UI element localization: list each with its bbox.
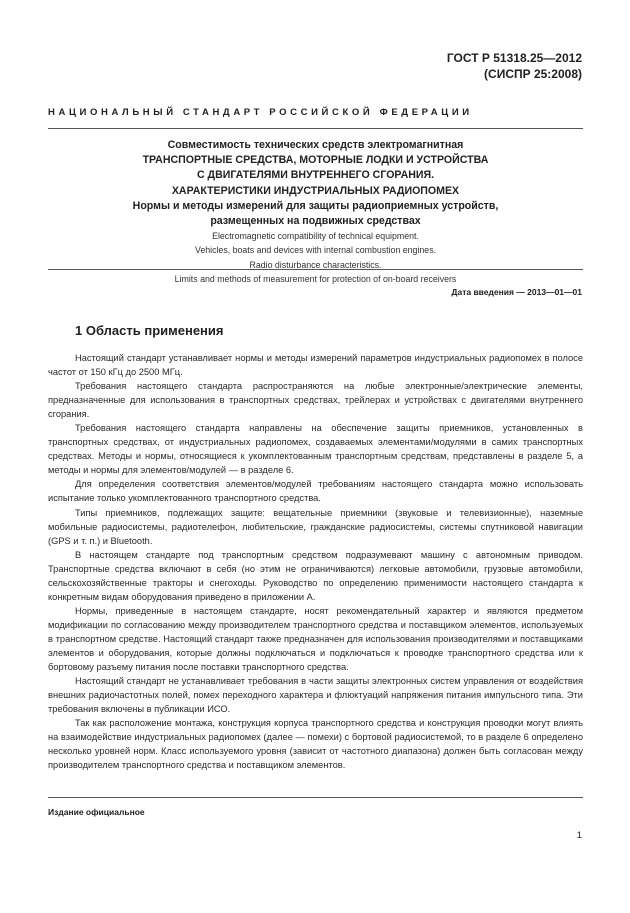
paragraph: Настоящий стандарт не устанавливает требования в части защиты электронных систем управления от воздействия внешних радиочастотных полей, помех переходного характера и флюктуаций напряжения питания импульсного типа. Эти требования включены в публикации ИСО.	[48, 676, 583, 715]
paragraph: Требования настоящего стандарта направлены на обеспечение защиты приемников, установленных в транспортных средствах, от индустриальных радиопомех, создаваемых элементами/модулями в самих транспортных средствах. Методы и нормы, относящиеся к укомплектованным транспортным средствам, представлены в разделе 5, а методы и нормы для элементов/модулей — в разделе 6.	[48, 423, 583, 476]
title-ru-line-3: С ДВИГАТЕЛЯМИ ВНУТРЕННЕГО СГОРАНИЯ.	[196, 169, 435, 182]
document-title	[48, 138, 583, 286]
paragraph: Для определения соответствия элементов/модулей требованиям настоящего стандарта можно использовать испытание только укомплектованного транспортного средства.	[48, 479, 583, 504]
document-designation	[447, 50, 582, 82]
title-en-line-4: Limits and methods of measurement for protection of on-board receivers	[174, 273, 457, 284]
edition-label: Издание официальное	[48, 807, 145, 817]
title-ru-line-1: Совместимость технических средств электромагнитная	[167, 139, 464, 151]
section-title: 1 Область применения	[75, 323, 224, 338]
introduction-date: Дата введения — 2013—01—01	[451, 287, 582, 297]
title-ru-line-5: Нормы и методы измерений для защиты радиоприемных устройств,	[132, 199, 499, 212]
paragraph: Так как расположение монтажа, конструкция корпуса транспортного средства и конструкция проводки могут влиять на взаимодействие индустриальных радиопомех (далее — помехи) с бортовой радиосистемой, то в разделе 6 определено несколько уровней норм. Класс используемого уровня (зависит от частотного диапазона) должен быть согласован между производителем транспортного средства и поставщиком элементов.	[48, 718, 583, 771]
paragraph: Типы приемников, подлежащих защите: вещательные приемники (звуковые и телевизионные), наземные мобильные радиосистемы, радиотелефон, любительские, гражданские радиосистемы, системы спутниковой навигации (GPS и т. п.) и Bluetooth.	[48, 507, 583, 546]
cispr-number: (СИСПР 25:2008)	[484, 67, 582, 81]
title-en-line-3: Radio disturbance characteristics.	[249, 259, 382, 270]
title-ru-line-2: ТРАНСПОРТНЫЕ СРЕДСТВА, МОТОРНЫЕ ЛОДКИ И УСТРОЙСТВА	[142, 154, 489, 167]
footer-divider	[48, 797, 583, 798]
paragraph: Настоящий стандарт устанавливает нормы и методы измерений параметров индустриальных радиопомех в полосе частот от 150 кГц до 2500 МГц.	[48, 353, 583, 378]
title-ru-line-4: ХАРАКТЕРИСТИКИ ИНДУСТРИАЛЬНЫХ РАДИОПОМЕХ	[171, 184, 460, 197]
page-number: 1	[576, 830, 582, 841]
title-divider	[48, 269, 583, 270]
title-ru-line-6: размещенных на подвижных средствах	[210, 215, 421, 228]
section-body	[48, 351, 583, 772]
title-en-line-1: Electromagnetic compatibility of technical equipment.	[212, 231, 419, 242]
paragraph: В настоящем стандарте под транспортным средством подразумевают машину с автономным приводом. Транспортные средства включают в себя (но этим не ограничиваются) легковые автомобили, грузовые автомобили, сельскохозяйственные тракторы и снегоходы. Руководство по определению применимости настоящего стандарта к конкретным видам оборудования приведено в приложении А.	[48, 549, 583, 602]
paragraph: Нормы, приведенные в настоящем стандарте, носят рекомендательный характер и являются предметом модификации по согласованию между производителем транспортного средства и поставщиком элементов, используемых в транспортном средстве. Настоящий стандарт также предназначен для использования производителями и поставщиками элементов и оборудования, которые должны подключаться и подключаться к проводке транспортного средства или к бортовому разъему питания после поставки транспортного средства.	[48, 605, 583, 673]
gost-number: ГОСТ Р 51318.25—2012	[446, 51, 582, 65]
header-divider	[48, 128, 583, 129]
paragraph: Требования настоящего стандарта распространяются на любые электронные/электрические элементы, предназначенные для использования в транспортных средствах, трейлерах и устройствах с двигателями внутреннего сгорания.	[48, 381, 583, 420]
standard-type-heading: НАЦИОНАЛЬНЫЙ СТАНДАРТ РОССИЙСКОЙ ФЕДЕРАЦИИ	[48, 107, 473, 118]
title-en-line-2: Vehicles, boats and devices with internal combustion engines.	[194, 245, 437, 256]
